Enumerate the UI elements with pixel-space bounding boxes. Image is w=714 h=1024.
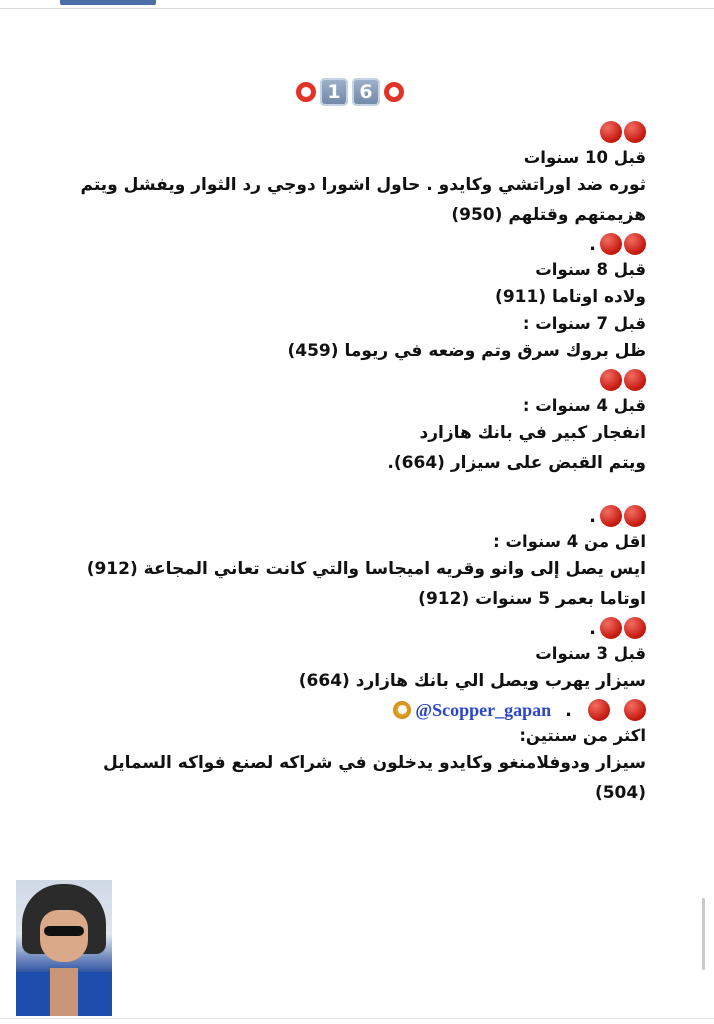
- event-line: انفجار كبير في بانك هازارد: [419, 423, 646, 443]
- red-ring-icon: [296, 82, 316, 102]
- keycap-digit: 6: [352, 78, 380, 106]
- red-circle-icon: [624, 369, 646, 391]
- event-line: ايس يصل إلى وانو وقريه اميجاسا والتي كانت تعاني المجاعة (912): [86, 559, 646, 579]
- time-heading: قبل 3 سنوات: [535, 644, 646, 663]
- period-mark: .: [589, 233, 596, 255]
- number-emoji-header: [296, 78, 404, 106]
- red-circle-icon: [600, 369, 622, 391]
- red-dots-icon: [70, 614, 646, 642]
- time-heading: قبل 4 سنوات :: [522, 396, 646, 415]
- red-circle-icon: [624, 121, 646, 143]
- red-circle-icon: [588, 699, 610, 721]
- event-line: ثوره ضد اوراتشي وكايدو . حاول اشورا دوجي رد الثوار ويفشل ويتم: [80, 175, 646, 195]
- bottom-divider: [0, 1018, 714, 1019]
- time-heading: قبل 8 سنوات: [535, 260, 646, 279]
- period-mark: .: [589, 505, 596, 527]
- red-circle-icon: [600, 505, 622, 527]
- dots-and-handle-row: [70, 696, 646, 724]
- character-avatar: [16, 880, 112, 1016]
- previous-image-thumbnail[interactable]: [60, 0, 156, 5]
- event-line: ويتم القبض على سيزار (664).: [387, 453, 646, 473]
- keycap-digit: 1: [320, 78, 348, 106]
- gold-badge-icon: ✺: [393, 701, 411, 719]
- time-heading: قبل 7 سنوات :: [522, 314, 646, 333]
- scrollbar[interactable]: [702, 898, 705, 970]
- red-circle-icon: [624, 505, 646, 527]
- period-mark: .: [589, 617, 596, 639]
- red-circle-icon: [624, 699, 646, 721]
- red-dots-icon: [70, 366, 646, 394]
- red-dots-icon: [70, 230, 646, 258]
- period-mark: .: [565, 699, 572, 721]
- red-dots-icon: [70, 118, 646, 146]
- event-line: هزيمتهم وقتلهم (950): [451, 205, 646, 225]
- red-dots-icon: [70, 502, 646, 530]
- event-line: اوتاما بعمر 5 سنوات (912): [418, 589, 646, 609]
- time-heading: قبل 10 سنوات: [523, 148, 646, 167]
- event-line: ظل بروك سرق وتم وضعه في ريوما (459): [287, 341, 646, 361]
- twitter-handle[interactable]: [393, 700, 551, 721]
- time-heading: اقل من 4 سنوات :: [493, 532, 646, 551]
- timeline-text: [70, 118, 646, 808]
- red-circle-icon: [624, 233, 646, 255]
- red-ring-icon: [384, 82, 404, 102]
- time-heading: اكثر من سنتين:: [519, 726, 646, 745]
- red-circle-icon: [600, 617, 622, 639]
- red-circle-icon: [600, 121, 622, 143]
- red-circle-icon: [600, 233, 622, 255]
- handle-text: @Scopper_gapan: [415, 699, 552, 720]
- event-line: ولاده اوتاما (911): [495, 287, 646, 307]
- event-line: سيزار يهرب ويصل الي بانك هازارد (664): [298, 671, 646, 691]
- event-line: سيزار ودوفلامنغو وكايدو يدخلون في شراكه لصنع فواكه السمايل (504): [103, 753, 646, 803]
- red-circle-icon: [624, 617, 646, 639]
